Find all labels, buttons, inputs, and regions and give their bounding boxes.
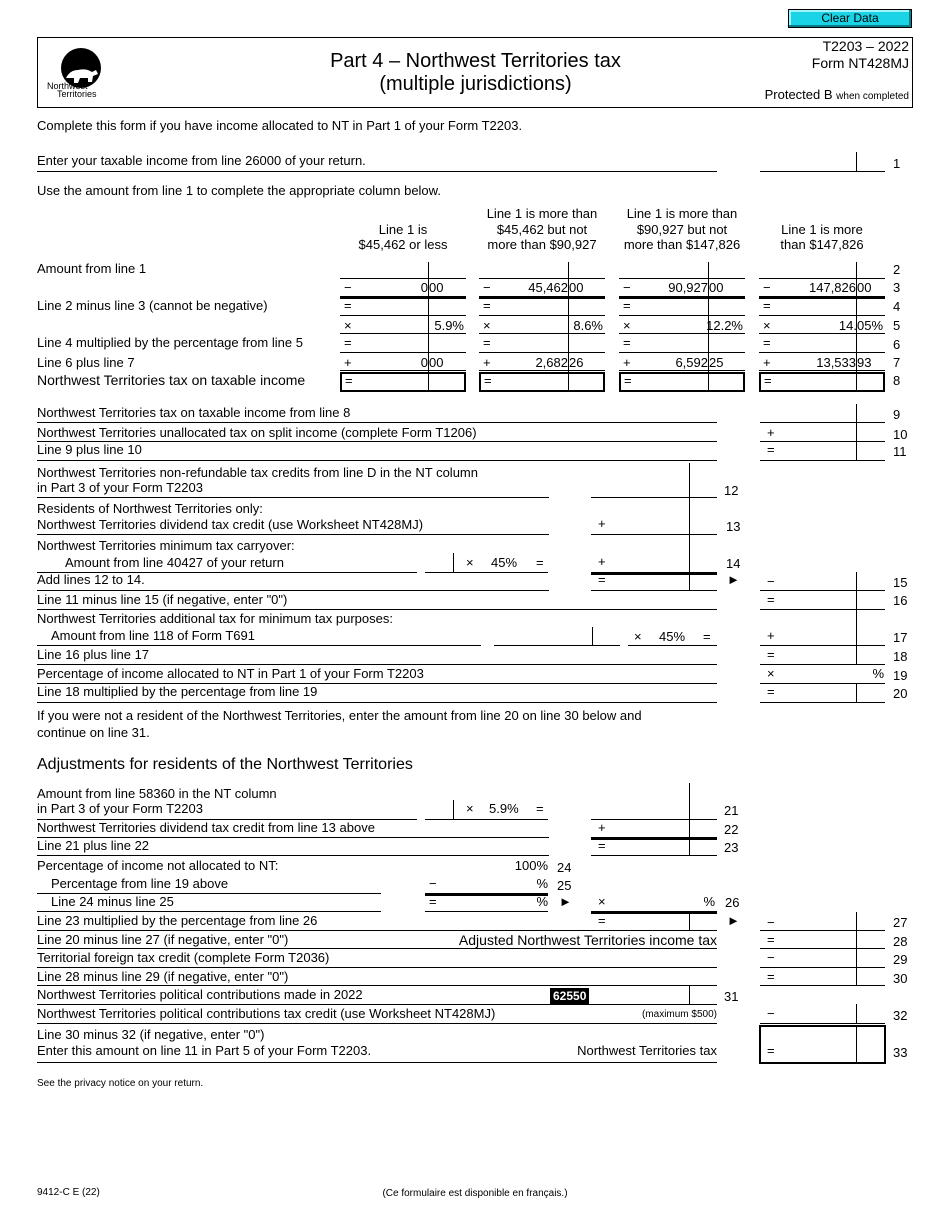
line-number-14: 14 <box>726 556 741 571</box>
line-17-label-2: Amount from line 118 of Form T691 <box>51 628 256 643</box>
form-code: 9412-C E (22) <box>37 1187 100 1198</box>
line-number-11: 11 <box>893 444 907 459</box>
line-16-field[interactable] <box>762 591 883 608</box>
rule <box>37 609 717 610</box>
col1-line6-field[interactable] <box>342 334 464 351</box>
column-header-2: Line 1 is more than <box>486 206 598 221</box>
equals-sign: = <box>763 298 771 313</box>
line-17-amount-field[interactable] <box>496 627 618 644</box>
col2-line8-field[interactable] <box>479 372 605 392</box>
line3-dollars: 0 <box>420 280 428 295</box>
rule <box>494 645 620 646</box>
line-26-label: Line 24 minus line 25 <box>51 894 174 909</box>
percent-sign: % <box>872 666 884 681</box>
rule <box>37 911 381 912</box>
line-23-label: Line 21 plus line 22 <box>37 838 150 853</box>
line-11-label: Line 9 plus line 10 <box>37 442 142 457</box>
plus-sign: + <box>598 820 606 835</box>
times-sign: × <box>767 666 775 681</box>
column-header-3: $90,927 but not <box>636 222 728 237</box>
line-14-label: Northwest Territories minimum tax carryover: <box>37 538 295 553</box>
line7-cents: 25 <box>709 355 724 370</box>
privacy-notice: See the privacy notice on your return. <box>37 1078 204 1089</box>
line-2-label: Amount from line 1 <box>37 261 147 276</box>
line-31-label: Northwest Territories political contributions made in 2022 <box>37 987 363 1002</box>
col2-line4-field[interactable] <box>481 297 603 314</box>
line-21-label: Amount from line 58360 in the NT column <box>37 786 277 801</box>
rule <box>37 1004 717 1005</box>
line-number-1: 1 <box>893 156 901 171</box>
line-28-note: Adjusted Northwest Territories income tax <box>458 932 717 948</box>
line-number-28: 28 <box>893 934 908 949</box>
rule <box>37 534 549 535</box>
rule <box>37 460 717 461</box>
line-number-33: 33 <box>893 1045 908 1060</box>
line-33-label: Line 30 minus 32 (if negative, enter "0") <box>37 1027 265 1042</box>
rule <box>591 590 717 591</box>
equals-sign: = <box>598 572 606 587</box>
rule <box>37 855 549 856</box>
line-number-27: 27 <box>893 915 908 930</box>
rule <box>37 171 717 172</box>
equals-sign: = <box>767 932 775 947</box>
line5-rate: 12.2% <box>706 318 743 333</box>
rule <box>760 609 885 610</box>
line-number-8: 8 <box>893 373 901 388</box>
line-number-26: 26 <box>725 895 740 910</box>
column-header-3: more than $147,826 <box>623 237 741 252</box>
line-number-30: 30 <box>893 971 908 986</box>
line-number-15: 15 <box>893 575 908 590</box>
instruction-text: Use the amount from line 1 to complete the appropriate column below. <box>37 183 441 198</box>
line-29-field[interactable] <box>762 949 883 966</box>
rule <box>760 985 885 986</box>
plus-sign: + <box>598 516 606 531</box>
line-27-field[interactable] <box>762 912 883 929</box>
line-20-label: Line 18 multiplied by the percentage from line 19 <box>37 684 318 699</box>
line-31-field[interactable] <box>593 986 715 1003</box>
line-number-25: 25 <box>557 878 572 893</box>
line-19-field[interactable] <box>762 665 883 682</box>
equals-sign: = <box>763 335 771 350</box>
line-21-field[interactable] <box>593 801 715 818</box>
column-header-1: Line 1 is <box>378 222 428 237</box>
plus-sign: + <box>623 355 631 370</box>
minus-sign: − <box>483 280 491 295</box>
line-number-18: 18 <box>893 649 908 664</box>
line3-cents: 00 <box>429 280 444 295</box>
line7-cents: 26 <box>569 355 584 370</box>
rule <box>37 1023 717 1024</box>
col4-line6-field[interactable] <box>761 334 883 351</box>
logo-text-2: Territories <box>57 89 97 99</box>
rule <box>37 645 481 646</box>
line-14-rate: 45% <box>491 555 518 570</box>
line-number-3: 3 <box>893 280 901 295</box>
equals-sign: = <box>767 1043 775 1058</box>
line-number-4: 4 <box>893 299 901 314</box>
line-number-9: 9 <box>893 407 901 422</box>
line-number-16: 16 <box>893 593 908 608</box>
arrow-icon: ► <box>559 894 572 909</box>
col1-line2-field[interactable] <box>342 260 464 277</box>
plus-sign: + <box>767 425 775 440</box>
equals-sign: = <box>767 647 775 662</box>
line-14-label-2: Amount from line 40427 of your return <box>65 555 284 570</box>
line7-dollars: 2,682 <box>535 355 568 370</box>
minus-sign: − <box>767 915 775 930</box>
line-13-field[interactable] <box>593 516 715 533</box>
col2-line2-field[interactable] <box>481 260 603 277</box>
line-12-label: Northwest Territories non-refundable tax credits from line D in the NT column <box>37 465 478 480</box>
line-14-field[interactable] <box>593 554 715 571</box>
equals-sign: = <box>344 298 352 313</box>
rule <box>37 664 717 665</box>
equals-sign: = <box>484 373 492 388</box>
rule <box>591 572 717 575</box>
line-number-2: 2 <box>893 262 901 277</box>
rule <box>37 1062 717 1063</box>
arrow-icon: ► <box>727 572 740 587</box>
rule <box>340 370 466 371</box>
plus-sign: + <box>344 355 352 370</box>
rule <box>462 819 548 820</box>
line-number-22: 22 <box>724 822 739 837</box>
line-32-field[interactable] <box>762 1005 883 1022</box>
divider <box>708 372 709 390</box>
equals-sign: = <box>623 335 631 350</box>
percent-sign: % <box>703 894 715 909</box>
line-28-label: Line 20 minus line 27 (if negative, enter "0") <box>37 932 289 947</box>
col1-line4-field[interactable] <box>342 297 464 314</box>
rule <box>425 911 548 912</box>
line-23-field[interactable] <box>593 837 715 854</box>
equals-sign: = <box>345 373 353 388</box>
times-sign: × <box>763 318 771 333</box>
rule <box>37 930 717 931</box>
rule <box>760 171 885 172</box>
col3-line6-field[interactable] <box>621 334 743 351</box>
line-number-7: 7 <box>893 355 901 370</box>
line3-cents: 00 <box>709 280 724 295</box>
equals-sign: = <box>764 373 772 388</box>
times-sign: × <box>466 555 474 570</box>
line-18-label: Line 16 plus line 17 <box>37 647 150 662</box>
line-number-19: 19 <box>893 668 908 683</box>
equals-sign: = <box>703 629 711 644</box>
line-number-10: 10 <box>893 427 908 442</box>
col3-line8-field[interactable] <box>619 372 745 392</box>
maximum-note: (maximum $500) <box>641 1009 717 1020</box>
line7-dollars: 13,533 <box>816 355 856 370</box>
line-number-31: 31 <box>724 989 739 1004</box>
equals-sign: = <box>623 298 631 313</box>
line-25-field[interactable] <box>427 875 546 892</box>
rule <box>425 893 548 896</box>
line-30-field[interactable] <box>762 967 883 984</box>
times-sign: × <box>466 801 474 816</box>
times-sign: × <box>598 894 606 909</box>
line3-cents: 00 <box>569 280 584 295</box>
line-29-label: Territorial foreign tax credit (complete Form T2036) <box>37 950 330 965</box>
protected-suffix: when completed <box>836 91 909 102</box>
line-33-note: Northwest Territories tax <box>577 1043 717 1058</box>
line5-rate: 14.05% <box>838 318 883 333</box>
french-notice: (Ce formulaire est disponible en français.) <box>382 1188 568 1199</box>
line-8-label: Northwest Territories tax on taxable income <box>37 372 306 388</box>
minus-sign: − <box>429 876 437 891</box>
rule <box>628 645 717 646</box>
line-number-12: 12 <box>724 483 739 498</box>
column-header-3: Line 1 is more than <box>626 206 738 221</box>
equals-sign: = <box>483 298 491 313</box>
form-name: Form NT428MJ <box>811 55 909 71</box>
line-9-label: Northwest Territories tax on taxable income from line 8 <box>37 405 351 420</box>
line-24-label: Percentage of income not allocated to NT: <box>37 858 279 873</box>
line-number-29: 29 <box>893 952 908 967</box>
times-sign: × <box>483 318 491 333</box>
equals-sign: = <box>767 684 775 699</box>
line-16-label: Line 11 minus line 15 (if negative, enter "0") <box>37 592 288 607</box>
line-24-value: 100% <box>514 858 548 873</box>
line-1-field[interactable] <box>762 153 883 170</box>
form-year: T2203 – 2022 <box>822 38 909 54</box>
line-number-23: 23 <box>724 840 739 855</box>
rule <box>760 1023 885 1024</box>
line-7-label: Line 6 plus line 7 <box>37 355 135 370</box>
line-30-label: Line 28 minus line 29 (if negative, enter "0") <box>37 969 289 984</box>
col4-line2-field[interactable] <box>761 260 883 277</box>
line-26-field[interactable] <box>593 893 715 910</box>
section-heading: Adjustments for residents of the Northwest Territories <box>37 756 413 773</box>
rule <box>37 948 717 949</box>
divider <box>428 372 429 390</box>
plus-sign: + <box>763 355 771 370</box>
note-text-2: continue on line 31. <box>37 725 150 740</box>
line7-dollars: 0 <box>420 355 428 370</box>
line5-rate: 5.9% <box>434 318 464 333</box>
rule <box>462 572 548 573</box>
line-number-13: 13 <box>726 519 741 534</box>
line-17-field[interactable] <box>762 627 883 644</box>
line-13-label-2: Northwest Territories dividend tax credit (use Worksheet NT428MJ) <box>37 517 424 532</box>
rule <box>37 590 549 591</box>
times-sign: × <box>634 629 642 644</box>
equals-sign: = <box>429 894 437 909</box>
column-header-4: than $147,826 <box>780 237 864 252</box>
line7-cents: 00 <box>429 355 444 370</box>
plus-sign: + <box>598 554 606 569</box>
divider <box>568 372 569 390</box>
line-21-amount-field[interactable] <box>427 801 546 818</box>
line-22-field[interactable] <box>593 819 715 836</box>
rule <box>591 497 717 498</box>
minus-sign: − <box>623 280 631 295</box>
line-number-21: 21 <box>724 803 739 818</box>
page-title: Part 4 – Northwest Territories tax <box>330 50 621 72</box>
line-15-label: Add lines 12 to 14. <box>37 572 145 587</box>
col1-line3-field[interactable] <box>342 278 464 295</box>
line-number-20: 20 <box>893 686 908 701</box>
percent-sign: % <box>536 894 548 909</box>
line-21-rate: 5.9% <box>489 801 519 816</box>
col4-line4-field[interactable] <box>761 297 883 314</box>
equals-sign: = <box>536 555 544 570</box>
line-6-label: Line 4 multiplied by the percentage from line 5 <box>37 335 303 350</box>
line-13-label: Residents of Northwest Territories only: <box>37 501 263 516</box>
protected-label <box>765 87 909 105</box>
minus-sign: − <box>767 950 775 965</box>
line7-cents: 93 <box>857 355 872 370</box>
plus-sign: + <box>767 628 775 643</box>
line-12-field[interactable] <box>593 479 715 496</box>
line-14-amount-field[interactable] <box>427 554 546 571</box>
column-header-1: $45,462 or less <box>358 237 448 252</box>
col4-line8-field[interactable] <box>759 372 885 392</box>
line-33-label-2: Enter this amount on line 11 in Part 5 of your Form T2203. <box>37 1043 372 1058</box>
page-subtitle: (multiple jurisdictions) <box>379 73 572 95</box>
form-header <box>37 37 913 108</box>
line-22-label: Northwest Territories dividend tax credit from line 13 above <box>37 820 375 835</box>
line-19-label: Percentage of income allocated to NT in Part 1 of your Form T2203 <box>37 666 424 681</box>
rule <box>760 702 885 703</box>
divider <box>689 912 690 930</box>
percent-sign: % <box>536 876 548 891</box>
rule <box>760 460 885 461</box>
line3-cents: 00 <box>857 280 872 295</box>
line-20-field[interactable] <box>762 684 883 701</box>
logo-text-1: Northwest <box>47 81 88 91</box>
divider <box>856 372 857 390</box>
line-1-label: Enter your taxable income from line 26000 of your return. <box>37 153 366 168</box>
line5-rate: 8.6% <box>573 318 603 333</box>
arrow-icon: ► <box>727 913 740 928</box>
line-10-label: Northwest Territories unallocated tax on split income (complete Form T1206) <box>37 425 477 440</box>
line-32-label: Northwest Territories political contributions tax credit (use Worksheet NT428MJ) <box>37 1006 496 1021</box>
intro-text: Complete this form if you have income allocated to NT in Part 1 of your Form T2203. <box>37 118 523 133</box>
line-11-field[interactable] <box>762 442 883 459</box>
equals-sign: = <box>767 592 775 607</box>
equals-sign: = <box>598 913 606 928</box>
line3-dollars: 147,826 <box>809 280 856 295</box>
rule <box>591 855 717 856</box>
minus-sign: − <box>763 280 771 295</box>
line-number-32: 32 <box>893 1008 908 1023</box>
equals-sign: = <box>767 442 775 457</box>
equals-sign: = <box>624 373 632 388</box>
line3-dollars: 45,462 <box>528 280 568 295</box>
line-27-label: Line 23 multiplied by the percentage from line 26 <box>37 913 318 928</box>
rule <box>37 702 717 703</box>
equals-sign: = <box>598 838 606 853</box>
column-header-2: $45,462 but not <box>496 222 588 237</box>
col3-line2-field[interactable] <box>621 260 743 277</box>
line-17-rate: 45% <box>659 629 686 644</box>
line3-dollars: 90,927 <box>668 280 708 295</box>
col1-line8-field[interactable] <box>340 372 466 392</box>
plus-sign: + <box>483 355 491 370</box>
equals-sign: = <box>536 801 544 816</box>
line-28-field[interactable] <box>762 930 883 947</box>
minus-sign: − <box>767 574 775 589</box>
line-18-field[interactable] <box>762 646 883 663</box>
divider <box>856 1025 857 1062</box>
times-sign: × <box>344 318 352 333</box>
column-header-2: more than $90,927 <box>487 237 597 252</box>
note-text: If you were not a resident of the Northwest Territories, enter the amount from line 20 on line 30 below and <box>37 708 642 723</box>
equals-sign: = <box>767 969 775 984</box>
line-17-label: Northwest Territories additional tax for minimum tax purposes: <box>37 611 393 626</box>
line-9-field[interactable] <box>762 404 883 421</box>
protected-text: Protected B <box>764 87 833 102</box>
rule <box>591 534 717 535</box>
line-33-field[interactable] <box>759 1025 886 1064</box>
line-number-17: 17 <box>893 630 908 645</box>
rule <box>591 911 717 914</box>
line7-dollars: 6,592 <box>675 355 708 370</box>
col1-line7-field[interactable] <box>342 352 464 369</box>
rule <box>37 967 717 968</box>
minus-sign: − <box>767 1006 775 1021</box>
line-25-label: Percentage from line 19 above <box>51 876 229 891</box>
equals-sign: = <box>483 335 491 350</box>
line-code-62550: 62550 <box>550 988 589 1004</box>
line-15-field[interactable] <box>762 572 883 589</box>
rule <box>37 497 549 498</box>
minus-sign: − <box>344 280 352 295</box>
line-12-label-2: in Part 3 of your Form T2203 <box>37 480 203 495</box>
times-sign: × <box>623 318 631 333</box>
line-number-6: 6 <box>893 337 901 352</box>
line-number-5: 5 <box>893 318 901 333</box>
equals-sign: = <box>344 335 352 350</box>
rule <box>37 422 717 423</box>
col3-line4-field[interactable] <box>621 297 743 314</box>
clear-data-button[interactable]: Clear Data <box>788 9 912 28</box>
line-number-24: 24 <box>557 860 572 875</box>
line-10-field[interactable] <box>762 423 883 440</box>
line-21-label-2: in Part 3 of your Form T2203 <box>37 801 203 816</box>
line-4-label: Line 2 minus line 3 (cannot be negative) <box>37 298 268 313</box>
col2-line6-field[interactable] <box>481 334 603 351</box>
column-header-4: Line 1 is more <box>781 222 863 237</box>
